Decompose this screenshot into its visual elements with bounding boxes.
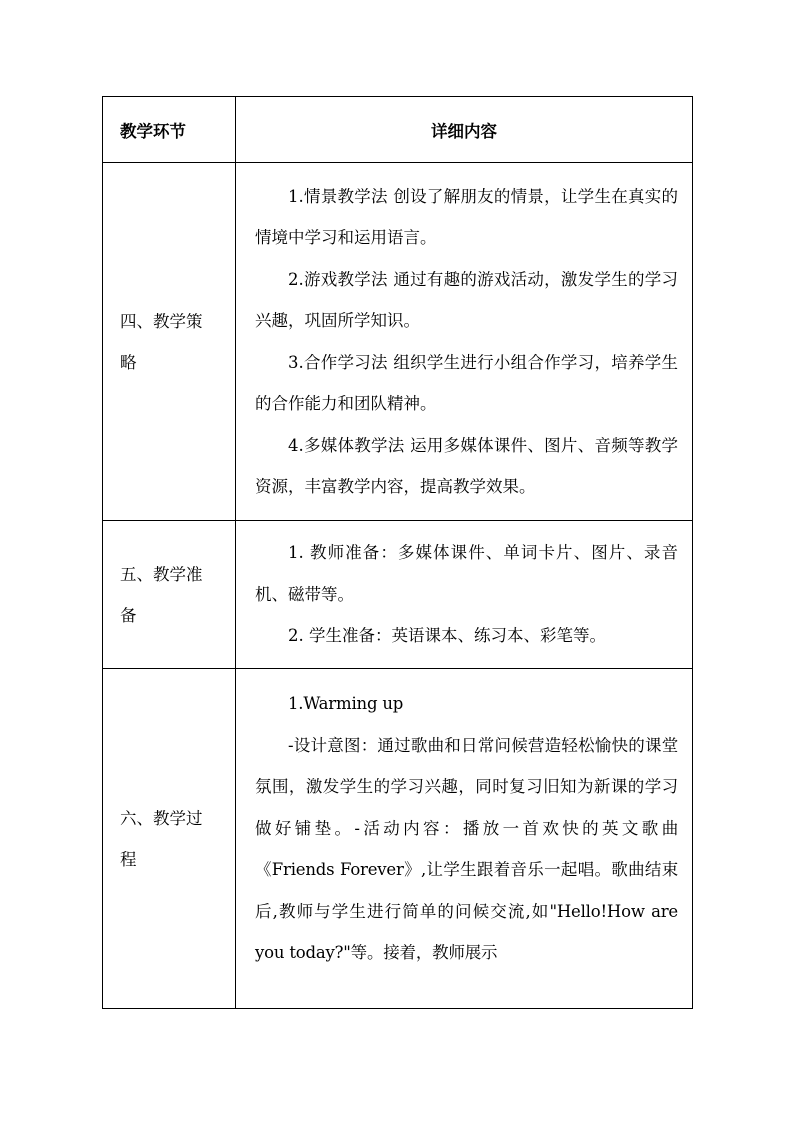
row-label <box>103 163 236 521</box>
content-paragraph: 2. 学生准备：英语课本、练习本、彩笔等。 <box>288 626 606 646</box>
row-label <box>103 521 236 669</box>
header-teaching-stage: 教学环节 <box>103 97 236 163</box>
row-label-line: 四、教学策 <box>120 311 203 331</box>
content-paragraph: -设计意图：通过歌曲和日常问候营造轻松愉快的课堂氛围，激发学生的学习兴趣，同时复习旧知为新课的学习做好铺垫。-活动内容：播放一首欢快的英文歌曲《Friends Forever》,让学生跟着音乐一起唱。歌曲结束后,教师与学生进行简单的问候交流,如"Hello!How are you today?"等。接着，教师展示 <box>255 735 678 962</box>
table-row-teaching-preparation <box>103 521 693 669</box>
content-paragraph: 4.多媒体教学法 运用多媒体课件、图片、音频等教学资源，丰富教学内容，提高教学效果。 <box>255 435 678 496</box>
row-label-line: 六、教学过 <box>120 808 203 828</box>
lesson-plan-table <box>102 96 693 1009</box>
row-label-line: 五、教学准 <box>120 564 203 584</box>
table-row-teaching-strategy <box>103 163 693 521</box>
row-content <box>236 669 693 1009</box>
content-paragraph: 1.情景教学法 创设了解朋友的情景，让学生在真实的情境中学习和运用语言。 <box>255 186 678 247</box>
content-paragraph: 1. 教师准备：多媒体课件、单词卡片、图片、录音机、磁带等。 <box>255 543 678 604</box>
row-label-line: 备 <box>120 605 137 625</box>
content-paragraph: 2.游戏教学法 通过有趣的游戏活动，激发学生的学习兴趣，巩固所学知识。 <box>255 269 678 330</box>
table-row-teaching-process <box>103 669 693 1009</box>
row-label <box>103 669 236 1009</box>
content-paragraph: 3.合作学习法 组织学生进行小组合作学习，培养学生的合作能力和团队精神。 <box>255 352 678 413</box>
row-content <box>236 521 693 669</box>
row-label-line: 程 <box>120 849 137 869</box>
row-content <box>236 163 693 521</box>
row-label-line: 略 <box>120 352 137 372</box>
content-paragraph: 1.Warming up <box>288 694 404 713</box>
table-header-row <box>103 97 693 163</box>
header-detailed-content: 详细内容 <box>236 97 693 163</box>
